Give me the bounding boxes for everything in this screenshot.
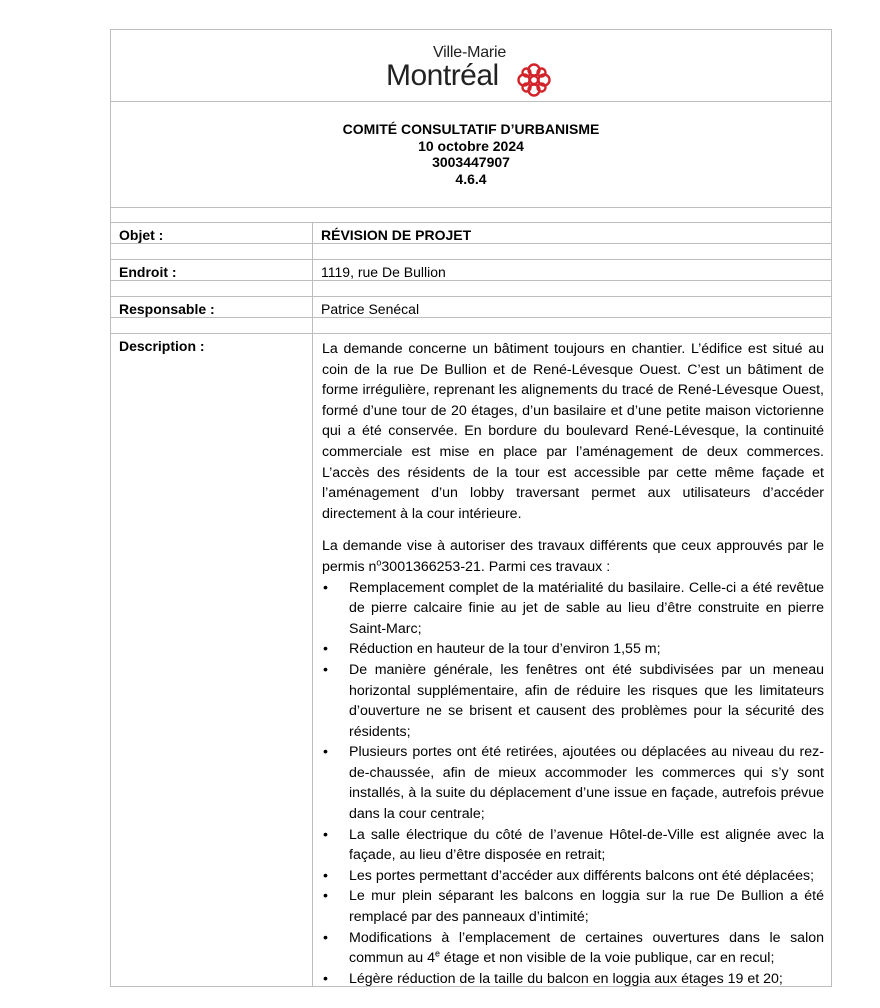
description-paragraph: La demande vise à autoriser des travaux différents que ceux approuvés par le permis $n^o3001366253-21$. Parmi ces travaux : — [322, 538, 824, 575]
endroit-label: Endroit : — [119, 264, 177, 280]
table-divider — [111, 259, 831, 260]
table-divider — [111, 243, 831, 244]
description-label: Description : — [119, 338, 205, 354]
table-divider — [111, 296, 831, 297]
montreal-rose-icon — [516, 62, 552, 98]
list-item: • Les portes permettant d’accéder aux différents balcons ont été déplacées; — [323, 867, 815, 884]
endroit-value: 1119, rue De Bullion — [321, 264, 446, 280]
works-list — [322, 578, 824, 990]
meeting-date: 10 octobre 2024 — [418, 137, 524, 154]
table-divider — [111, 280, 831, 281]
list-item: • De manière générale, les fenêtres ont été subdivisées par un meneau horizontal supplémentaire, afin de réduire les risques que les limitateurs d’ouverture ne se brisent et causent des problèmes pour la sécurité des résidents; — [323, 661, 824, 740]
objet-value: RÉVISION DE PROJET — [321, 227, 472, 243]
file-number: 3003447907 — [432, 154, 510, 170]
list-item: • Réduction en hauteur de la tour d’environ 1,55 m; — [323, 641, 661, 658]
item-number: 4.6.4 — [455, 170, 487, 187]
description-paragraph: La demande concerne un bâtiment toujours en chantier. L’édifice est situé au coin de la rue De Bullion et de René-Lévesque Ouest. C’est un bâtiment de forme irrégulière, reprenant les alignements du tracé de René-Lévesque Ouest, formé d’une tour de 20 étages, d’un basilaire et d’une petite maison victorienne qui a été conservée. En bordure du boulevard René-Lévesque, la continuité commerciale est mise en place par l’aménagement de deux commerces. L’accès des résidents de la tour est accessible par cette même façade et l’aménagement d’un lobby traversant permet aux utilisateurs d’accéder directement à la cour intérieure. — [322, 341, 824, 522]
list-item: • Légère réduction de la taille du balcon en loggia aux étages 19 et 20; — [323, 970, 783, 987]
list-item: • Modifications à l’emplacement de certaines ouvertures dans le salon commun au 4e étage et non visible de la voie publique, car en recul; — [323, 929, 824, 967]
document-page — [110, 29, 832, 987]
table-divider — [111, 333, 831, 334]
list-item: • Plusieurs portes ont été retirées, ajoutées ou déplacées au niveau du rez-de-chaussée, afin de mieux accommoder les commerces qui s’y sont installés, à la suite du déplacement d’une issue en façade, autrefois prévue dans la cour centrale; — [323, 744, 824, 823]
committee-header — [111, 101, 831, 208]
list-item: • Le mur plein séparant les balcons en loggia sur la rue De Bullion a été remplacé par des panneaux d’intimité; — [323, 888, 824, 926]
column-divider — [312, 222, 313, 986]
list-item: • La salle électrique du côté de l’avenue Hôtel-de-Ville est alignée avec la façade, au lieu d’être disposée en retrait; — [323, 826, 824, 864]
responsable-label: Responsable : — [119, 301, 215, 317]
table-divider — [111, 222, 831, 223]
logo-header — [111, 30, 831, 102]
table-divider — [111, 317, 831, 318]
logo-wordmark: Montréal — [386, 59, 499, 92]
list-item: • Remplacement complet de la matérialité du basilaire. Celle-ci a été revêtue de pierre calcaire finie au jet de sable au lieu d’être construite en pierre Saint-Marc; — [323, 579, 824, 637]
description-body — [322, 339, 824, 989]
objet-label: Objet : — [119, 227, 164, 243]
logo-subtitle: Ville-Marie — [433, 44, 507, 61]
responsable-value: Patrice Senécal — [321, 301, 420, 317]
committee-title: COMITÉ CONSULTATIF D’URBANISME — [342, 121, 600, 137]
